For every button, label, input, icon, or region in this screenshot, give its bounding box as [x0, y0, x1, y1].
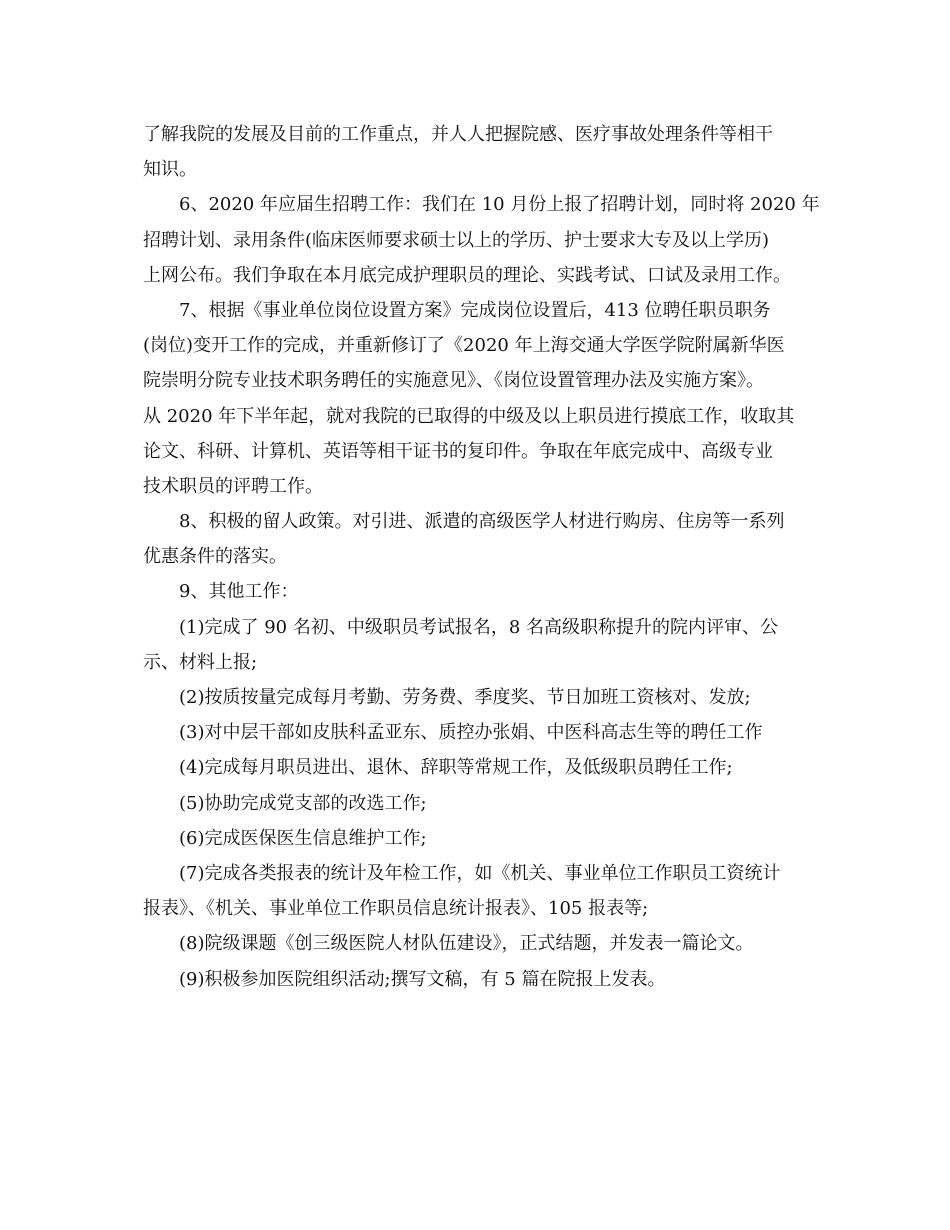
text-line: 报表》、《机关、事业单位工作职员信息统计报表》、105 报表等; — [143, 898, 649, 920]
sub-item-8: (8)院级课题《创三级医院人材队伍建设》，正式结题，并发表一篇论文。 — [179, 933, 754, 955]
text-line: (岗位)变开工作的完成，并重新修订了《2020 年上海交通大学医学院附属新华医 — [143, 335, 785, 357]
sub-item-9: (9)积极参加医院组织活动;撰写文稿，有 5 篇在院报上发表。 — [179, 968, 666, 990]
text-line: 论文、科研、计算机、英语等相干证书的复印件。争取在年底完成中、高级专业 — [143, 440, 773, 462]
sub-item-1: (1)完成了 90 名初、中级职员考试报名，8 名高级职称提升的院内评审、公 — [179, 616, 779, 638]
paragraph-item-8: 8、积极的留人政策。对引进、派遣的高级医学人材进行购房、住房等一系列 — [179, 511, 785, 533]
text-line: 从 2020 年下半年起，就对我院的已取得的中级及以上职员进行摸底工作，收取其 — [143, 405, 795, 427]
text-line: 知识。 — [143, 159, 197, 181]
text-line: 院崇明分院专业技术职务聘任的实施意见》、《岗位设置管理办法及实施方案》。 — [143, 370, 764, 392]
sub-item-5: (5)协助完成党支部的改选工作; — [179, 792, 427, 814]
text-line: 示、材料上报; — [143, 651, 258, 673]
sub-item-2: (2)按质按量完成每月考勤、劳务费、季度奖、节日加班工资核对、发放; — [179, 687, 751, 708]
sub-item-7: (7)完成各类报表的统计及年检工作，如《机关、事业单位工作职员工资统计 — [179, 862, 781, 884]
sub-item-3: (3)对中层干部如皮肤科孟亚东、质控办张娟、中医科高志生等的聘任工作 — [179, 722, 763, 744]
paragraph-item-7: 7、根据《事业单位岗位设置方案》完成岗位设置后，413 位聘任职员职务 — [179, 299, 771, 321]
text-line: 优惠条件的落实。 — [143, 546, 287, 568]
sub-item-4: (4)完成每月职员进出、退休、辞职等常规工作，及低级职员聘任工作; — [179, 757, 733, 779]
paragraph-item-6: 6、2020 年应届生招聘工作：我们在 10 月份上报了招聘计划，同时将 2020 年 — [179, 194, 820, 216]
text-line: 了解我院的发展及目前的工作重点，并人人把握院感、医疗事故处理条件等相干 — [143, 124, 773, 145]
text-line: 上网公布。我们争取在本月底完成护理职员的理论、实践考试、口试及录用工作。 — [143, 264, 791, 286]
sub-item-6: (6)完成医保医生信息维护工作; — [179, 827, 427, 849]
text-line: 技术职员的评聘工作。 — [143, 475, 323, 497]
paragraph-item-9: 9、其他工作： — [179, 581, 299, 603]
document-body — [143, 117, 820, 997]
text-line: 招聘计划、录用条件(临床医师要求硕士以上的学历、护士要求大专及以上学历) — [143, 229, 770, 251]
